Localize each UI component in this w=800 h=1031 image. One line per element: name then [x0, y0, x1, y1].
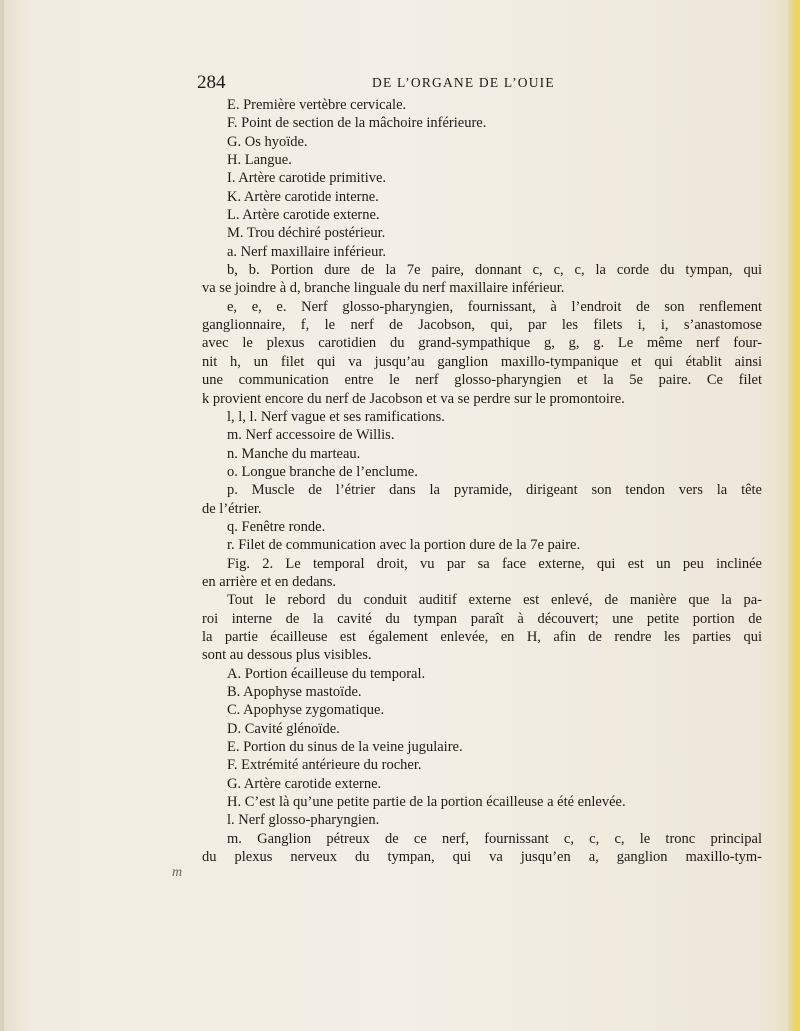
- text-line: de l’étrier.: [202, 500, 262, 517]
- text-line: Fig. 2. Le temporal droit, vu par sa face externe, qui est un peu inclinée: [227, 555, 762, 572]
- text-line: e, e, e. Nerf glosso-pharyngien, fournissant, à l’endroit de son renflement: [227, 298, 762, 315]
- text-line: F. Extrémité antérieure du rocher.: [227, 757, 422, 774]
- text-line: du plexus nerveux du tympan, qui va jusqu’en a, ganglion maxillo-tym-: [202, 849, 762, 866]
- text-line: G. Os hyoïde.: [227, 133, 308, 150]
- page-right-edge: [788, 0, 800, 1031]
- text-line: A. Portion écailleuse du temporal.: [227, 665, 426, 682]
- text-line: I. Artère carotide primitive.: [227, 170, 387, 187]
- text-line: nit h, un filet qui va jusqu’au ganglion maxillo-tympanique et qui établit ainsi: [202, 353, 762, 370]
- text-line: r. Filet de communication avec la portion dure de la 7e paire.: [227, 537, 581, 554]
- text-line: m. Nerf accessoire de Willis.: [227, 427, 395, 444]
- text-line: H. Langue.: [227, 152, 292, 169]
- margin-annotation: m: [172, 865, 183, 880]
- text-line: p. Muscle de l’étrier dans la pyramide, dirigeant son tendon vers la tête: [227, 482, 762, 499]
- text-line: n. Manche du marteau.: [227, 445, 361, 462]
- text-line: ganglionnaire, f, le nerf de Jacobson, qui, par les filets i, i, s’anastomose: [202, 317, 762, 334]
- text-line: C. Apophyse zygomatique.: [227, 702, 385, 719]
- page-left-edge: [0, 0, 4, 1031]
- text-line: m. Ganglion pétreux de ce nerf, fournissant c, c, c, le tronc principal: [227, 830, 762, 847]
- text-line: K. Artère carotide interne.: [227, 188, 379, 205]
- text-line: L. Artère carotide externe.: [227, 207, 380, 224]
- text-line: H. C’est là qu’une petite partie de la portion écailleuse a été enlevée.: [227, 794, 626, 811]
- text-line: Tout le rebord du conduit auditif externe est enlevé, de manière que la pa-: [227, 592, 762, 609]
- text-line: sont au dessous plus visibles.: [202, 647, 372, 664]
- body-text: [202, 96, 762, 866]
- text-line: l, l, l. Nerf vague et ses ramifications.: [227, 408, 445, 425]
- text-line: E. Portion du sinus de la veine jugulaire.: [227, 739, 463, 756]
- text-line: G. Artère carotide externe.: [227, 775, 382, 792]
- text-line: E. Première vertèbre cervicale.: [227, 97, 407, 113]
- text-line: b, b. Portion dure de la 7e paire, donnant c, c, c, la corde du tympan, qui: [227, 262, 762, 279]
- text-line: q. Fenêtre ronde.: [227, 518, 326, 535]
- text-line: roi interne de la cavité du tympan paraît à découvert; une petite portion de: [202, 610, 762, 627]
- text-line: B. Apophyse mastoïde.: [227, 684, 362, 700]
- text-line: M. Trou déchiré postérieur.: [227, 225, 386, 242]
- text-line: D. Cavité glénoïde.: [227, 720, 340, 737]
- text-line: une communication entre le nerf glosso-pharyngien et la 5e paire. Ce filet: [202, 372, 762, 389]
- text-line: k provient encore du nerf de Jacobson et va se perdre sur le promontoire.: [202, 390, 625, 407]
- text-line: o. Longue branche de l’enclume.: [227, 463, 418, 480]
- page-header: [0, 72, 800, 96]
- running-title: DE L’ORGANE DE L’OUIE: [372, 75, 555, 90]
- text-line: a. Nerf maxillaire inférieur.: [227, 243, 387, 260]
- text-line: en arrière et en dedans.: [202, 573, 337, 590]
- text-line: va se joindre à d, branche linguale du nerf maxillaire inférieur.: [202, 280, 565, 297]
- page-number: 284: [197, 72, 226, 93]
- text-line: l. Nerf glosso-pharyngien.: [227, 812, 380, 829]
- text-line: avec le plexus carotidien du grand-sympathique g, g, g. Le même nerf four-: [202, 335, 762, 352]
- text-line: la partie écailleuse est également enlevée, en H, afin de rendre les parties qui: [202, 628, 762, 645]
- text-line: F. Point de section de la mâchoire inférieure.: [227, 115, 487, 132]
